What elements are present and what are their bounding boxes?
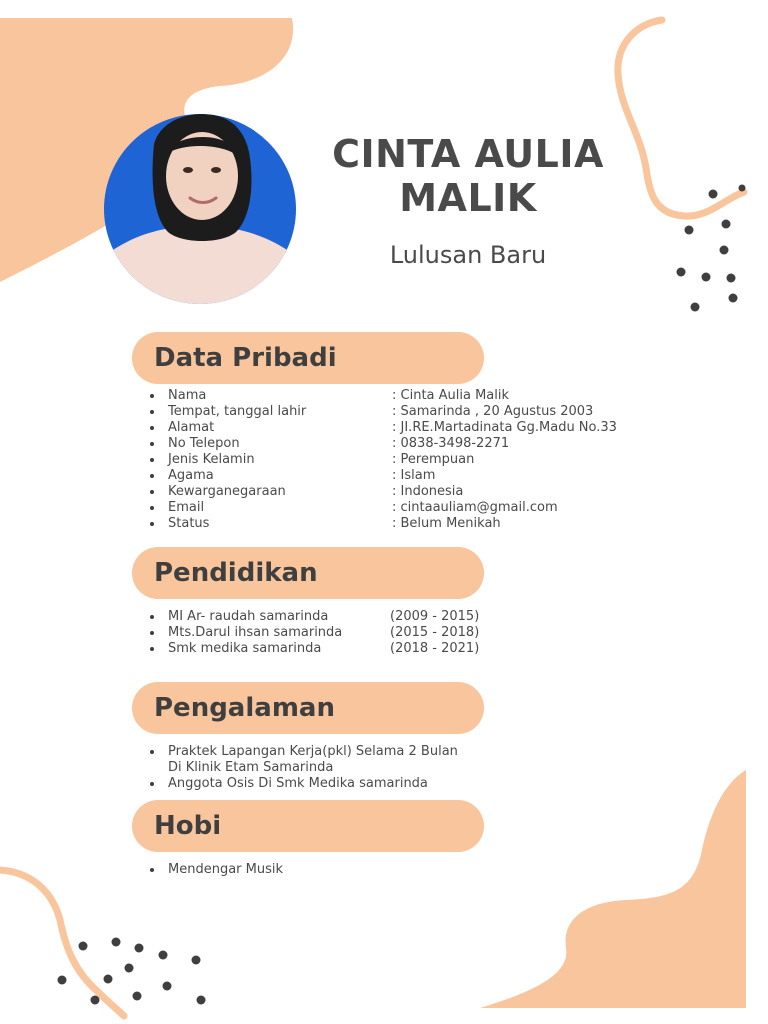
list-item: Tempat, tanggal lahir : Samarinda , 20 Agustus 2003 (148, 404, 648, 420)
top-right-dots (677, 185, 746, 312)
candidate-name: CINTA AULIA MALIK (332, 132, 604, 220)
experience-list (148, 744, 568, 792)
section-header-education (132, 547, 484, 599)
list-item: Status : Belum Menikah (148, 516, 648, 532)
section-header-experience (132, 682, 484, 734)
section-title-hobby: Hobi (154, 811, 222, 841)
list-item: No Telepon : 0838-3498-2271 (148, 436, 648, 452)
personal-data-list (148, 388, 648, 532)
section-header-hobby (132, 800, 484, 852)
list-item: Anggota Osis Di Smk Medika samarinda (148, 776, 568, 792)
section-title-personal: Data Pribadi (154, 343, 337, 373)
section-header-personal (132, 332, 484, 384)
list-item: Praktek Lapangan Kerja(pkl) Selama 2 Bulan Di Klinik Etam Samarinda (148, 744, 568, 776)
list-item: Mendengar Musik (148, 862, 448, 878)
section-title-experience: Pengalaman (154, 693, 335, 723)
section-title-education: Pendidikan (154, 558, 318, 588)
bottom-left-squiggle (0, 870, 124, 1016)
list-item: Nama : Cinta Aulia Malik (148, 388, 648, 404)
profile-photo-icon (104, 114, 296, 304)
hobby-list (148, 862, 448, 878)
candidate-role: Lulusan Baru (389, 241, 547, 269)
list-item: Smk medika samarinda (2018 - 2021) (148, 641, 528, 657)
education-list (148, 609, 528, 657)
list-item: MI Ar- raudah samarinda (2009 - 2015) (148, 609, 528, 625)
list-item: Jenis Kelamin : Perempuan (148, 452, 648, 468)
list-item: Kewarganegaraan : Indonesia (148, 484, 648, 500)
list-item: Agama : Islam (148, 468, 648, 484)
profile-photo (104, 114, 296, 304)
list-item: Mts.Darul ihsan samarinda (2015 - 2018) (148, 625, 528, 641)
list-item: Email : cintaauliam@gmail.com (148, 500, 648, 516)
list-item: Alamat : JI.RE.Martadinata Gg.Madu No.33 (148, 420, 648, 436)
top-right-squiggle (618, 20, 744, 216)
bottom-right-blob (480, 770, 746, 1008)
